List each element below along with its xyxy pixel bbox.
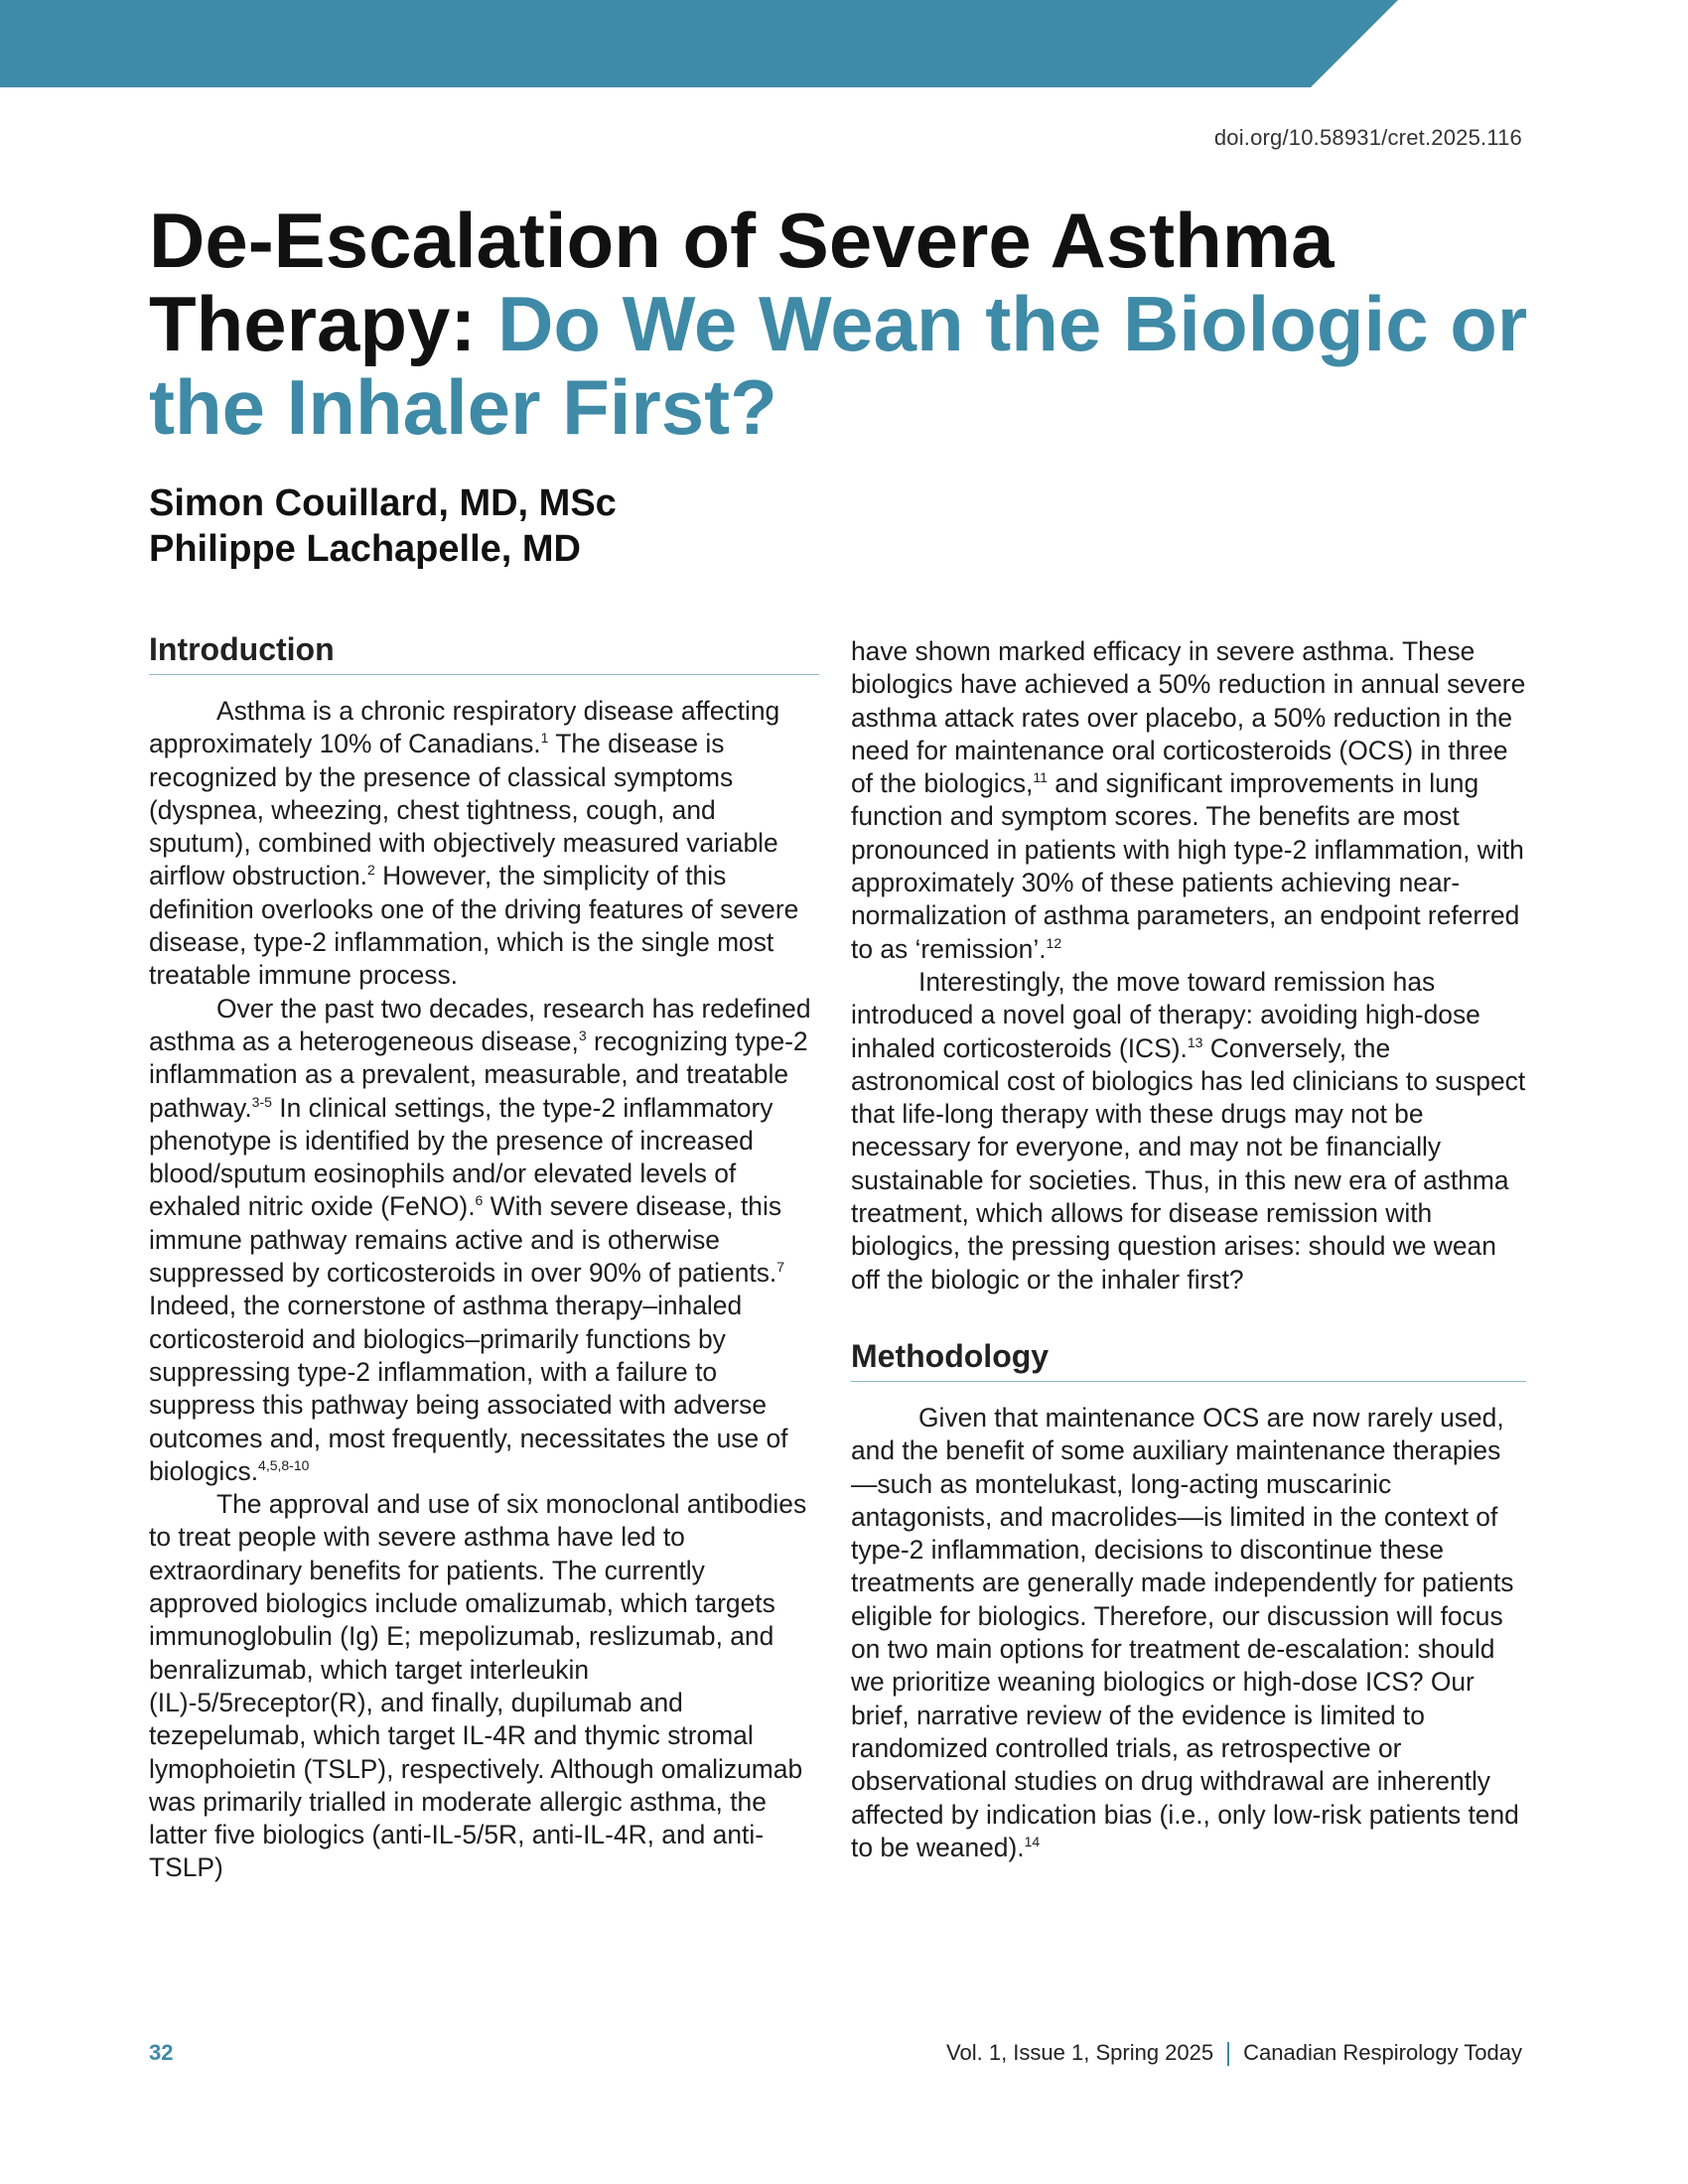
citation: 4,5,8-10 [258,1457,310,1474]
citation: 3-5 [251,1093,272,1110]
citation: 13 [1187,1033,1203,1050]
introduction-heading: Introduction [149,631,819,675]
top-banner [0,0,1688,87]
right-paragraph-2: Interestingly, the move toward remission has introduced a novel goal of therapy: avoiding high-dose inhaled corticosteroids (ICS).$^{13}$ Conversely, the astronomical cost of biologics has led clinicians to suspect that life-long therapy with these drugs may not be necessary for everyone, and may not be financially sustainable for societies. Thus, in this new era of asthma treatment, which allows for disease remission with biologics, the pressing question arises: should we wean off the biologic or the inhaler first? [851,966,1526,1295]
left-column [149,631,819,1885]
citation: 2 [367,862,375,879]
methodology-paragraph: Given that maintenance OCS are now rarely used, and the benefit of some auxiliary maintenance therapies—such as montelukast, long-acting muscarinic antagonists, and macrolides—is limited in the context of type-2 inflammation, decisions to discontinue these treatments are generally made independently for patients eligible for biologics. Therefore, our discussion will focus on two main options for treatment de-escalation: should we prioritize weaning biologics or high-dose ICS? Our brief, narrative review of the evidence is limited to randomized controlled trials, as retrospective or observational studies on drug withdrawal are inherently affected by indication bias (i.e., only low-risk patients tend to be weaned).$^{14}$ [851,1402,1519,1862]
article-title [149,199,1539,449]
title-part-1: De-Escalation of Severe Asthma Therapy: [149,197,1335,367]
author-1: Simon Couillard, MD, MSc [149,482,617,524]
citation: 12 [1046,934,1062,951]
right-column [851,635,1526,1864]
title-part-2: Do We Wean the Biologic or the Inhaler First? [149,280,1528,451]
issue-info: Vol. 1, Issue 1, Spring 2025 [946,2040,1214,2065]
authors [149,480,617,572]
methodology-heading: Methodology [851,1338,1526,1382]
journal-info [946,2040,1522,2066]
author-2: Philippe Lachapelle, MD [149,528,581,570]
citation: 7 [776,1259,785,1276]
citation: 14 [1024,1834,1041,1849]
page-number: 32 [149,2040,174,2065]
intro-paragraph-1: Asthma is a chronic respiratory disease affecting approximately 10% of Canadians.$^1$ The disease is recognized by the presence of classical symptoms (dyspnea, wheezing, chest tightness, cough, and sputum), combined with objectively measured variable airflow obstruction.$^2$ However, the simplicity of this definition overlooks one of the driving features of severe disease, type-2 inflammation, which is the single most treatable immune process. [149,696,799,991]
citation: 11 [1033,769,1048,786]
citation: 6 [475,1192,484,1209]
intro-paragraph-3: The approval and use of six monoclonal antibodies to treat people with severe asthma have led to extraordinary benefits for patients. The currently approved biologics include omalizumab, which targets immunoglobulin (Ig) E; mepolizumab, reslizumab, and benralizumab, which target interleukin (IL)-5/5receptor(R), and finally, dupilumab and tezepelumab, which target IL-4R and thymic stromal lymophoietin (TSLP), respectively. Although omalizumab was primarily trialled in moderate allergic asthma, the latter five biologics (anti-IL-5/5R, anti-IL-4R, and anti-TSLP) [149,1489,807,1883]
banner-shape [0,0,1398,87]
footer-divider [1227,2042,1229,2066]
journal-name: Canadian Respirology Today [1243,2040,1522,2065]
citation: 1 [540,730,549,747]
intro-paragraph-2: Over the past two decades, research has redefined asthma as a heterogeneous disease,$^3$ recognizing type-2 inflammation as a prevalent, measurable, and treatable pathway.$^{3-5}$ In clinical settings, the type-2 inflammatory phenotype is identified by the presence of increased blood/sputum eosinophils and/or elevated levels of exhaled nitric oxide (FeNO).$^6$ With severe disease, this immune pathway remains active and is otherwise suppressed by corticosteroids in over 90% of patients.$^7$ Indeed, the cornerstone of asthma therapy–inhaled corticosteroid and biologics–primarily functions by suppressing type-2 inflammation, with a failure to suppress this pathway being associated with adverse outcomes and, most frequently, necessitates the use of biologics.$^{4,5,8-10}$ [149,993,811,1486]
right-paragraph-1: have shown marked efficacy in severe asthma. These biologics have achieved a 50% reduction in annual severe asthma attack rates over placebo, a 50% reduction in the need for maintenance oral corticosteroids (OCS) in three of the biologics,$^{11}$ and significant improvements in lung function and symptom scores. The benefits are most pronounced in patients with high type-2 inflammation, with approximately 30% of these patients achieving near-normalization of asthma parameters, an endpoint referred to as ‘remission’.$^{12}$ [851,636,1526,964]
doi-link[interactable]: doi.org/10.58931/cret.2025.116 [1213,125,1522,150]
citation: 3 [578,1027,587,1044]
